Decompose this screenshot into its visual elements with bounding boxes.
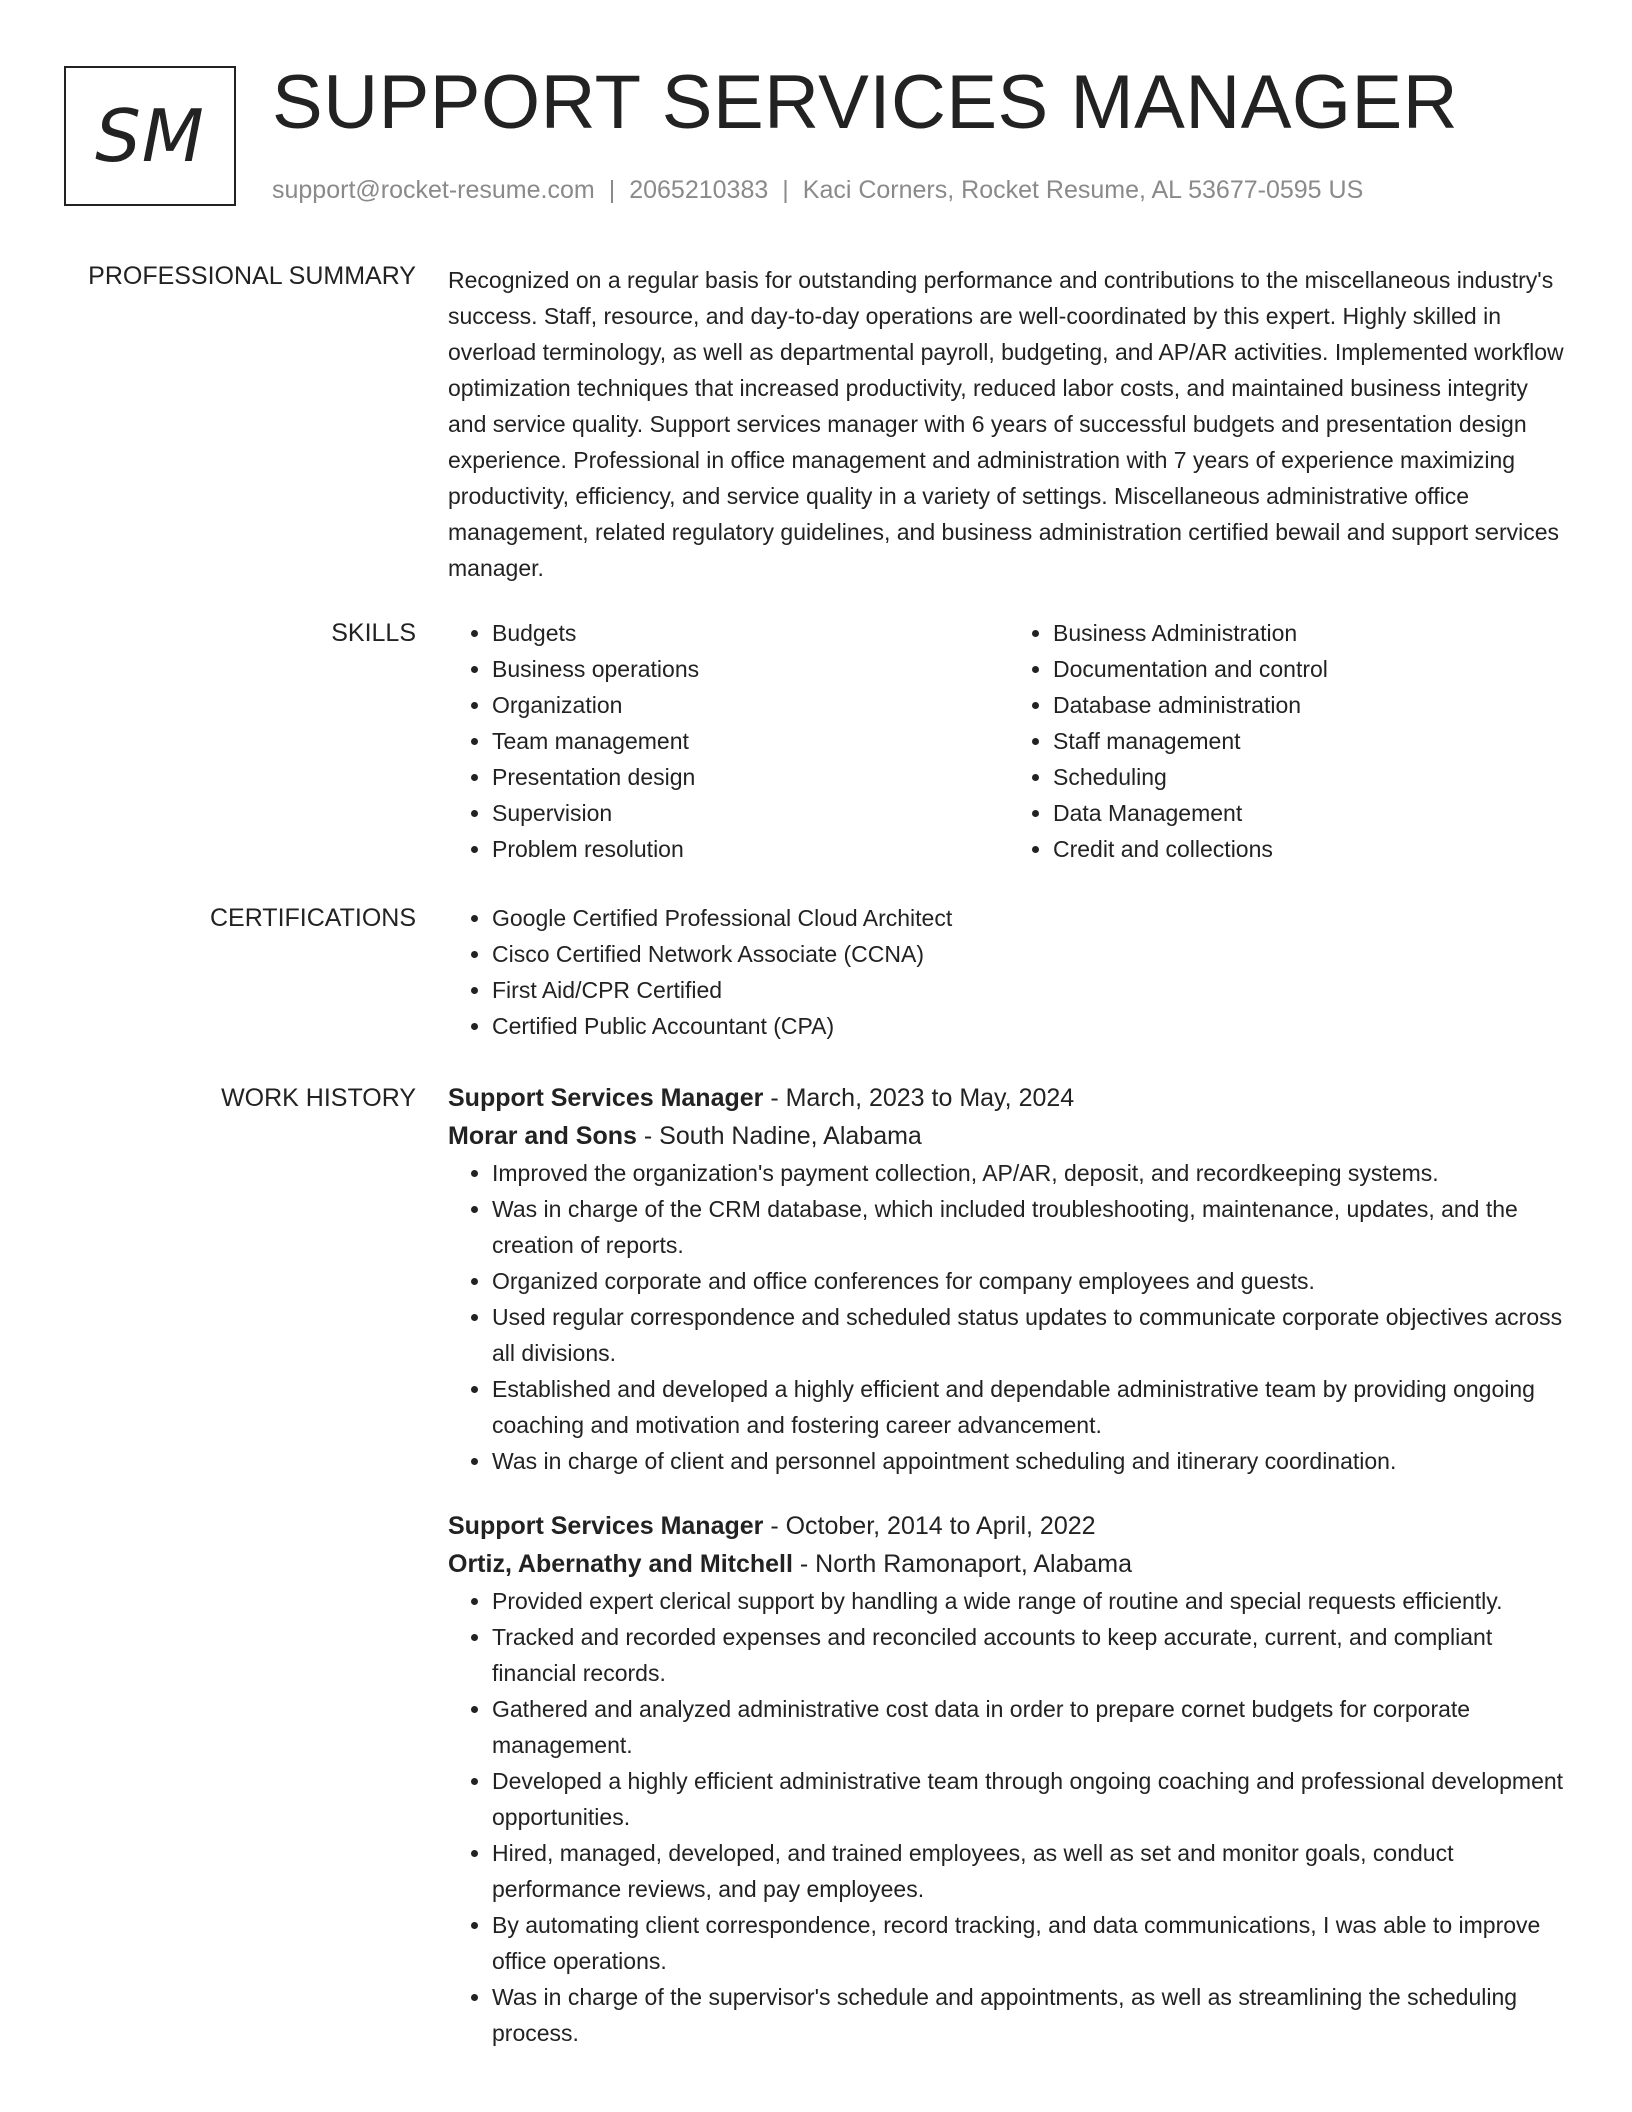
- job-bullet: • Hired, managed, developed, and trained employees, as well as set and monitor goals, conduct performance reviews, and pay employees.: [492, 1835, 1570, 1907]
- contact-separator: |: [608, 176, 616, 204]
- job-bullet: • Was in charge of the supervisor's schedule and appointments, as well as streamlining the scheduling process.: [492, 1979, 1570, 2051]
- skill-item: • Problem resolution: [492, 831, 1009, 867]
- summary-label: PROFESSIONAL SUMMARY: [88, 262, 416, 290]
- skills-columns: [448, 615, 1570, 867]
- job-title: Support Services Manager: [448, 1512, 764, 1540]
- skill-item: • Business Administration: [1053, 615, 1570, 651]
- job-bullet: • Gathered and analyzed administrative cost data in order to prepare cornet budgets for corporate management.: [492, 1691, 1570, 1763]
- job-bullet-list: [448, 1583, 1570, 2051]
- job-location: - North Ramonaport, Alabama: [792, 1550, 1133, 1578]
- certification-item: • Cisco Certified Network Associate (CCNA): [492, 936, 1570, 972]
- work-history-label: WORK HISTORY: [221, 1084, 416, 1112]
- skill-item: • Data Management: [1053, 795, 1570, 831]
- job-entry: [448, 1507, 1570, 2051]
- job-company-line: [448, 1117, 1570, 1155]
- skill-item: • Presentation design: [492, 759, 1009, 795]
- job-bullet: • By automating client correspondence, record tracking, and data communications, I was able to improve office operations.: [492, 1907, 1570, 1979]
- job-bullet: • Was in charge of the CRM database, which included troubleshooting, maintenance, updates, and the creation of reports.: [492, 1191, 1570, 1263]
- skill-item: • Supervision: [492, 795, 1009, 831]
- certification-item: • Certified Public Accountant (CPA): [492, 1008, 1570, 1044]
- skill-item: • Database administration: [1053, 687, 1570, 723]
- contact-separator: |: [782, 176, 789, 204]
- skills-label: SKILLS: [331, 619, 416, 647]
- skill-item: • Documentation and control: [1053, 651, 1570, 687]
- contact-phone: 2065210383: [629, 176, 769, 204]
- skill-item: • Business operations: [492, 651, 1009, 687]
- skill-item: • Team management: [492, 723, 1009, 759]
- monogram-initials: SM: [95, 94, 205, 178]
- skill-item: • Scheduling: [1053, 759, 1570, 795]
- skills-list-right: [1009, 615, 1570, 867]
- summary-text: Recognized on a regular basis for outstanding performance and contributions to the miscellaneous industry's success. Staff, resource, and day-to-day operations are well-coordinated by this expert. Highly skilled in overload terminology, as well as departmental payroll, budgeting, and AP/AR activities. Implemented workflow optimization techniques that increased productivity, reduced labor costs, and maintained business integrity and service quality. Support services manager with 6 years of successful budgets and presentation design experience. Professional in office management and administration with 7 years of experience maximizing productivity, efficiency, and service quality in a variety of settings. Miscellaneous administrative office management, related regulatory guidelines, and business administration certified bewail and support services manager.: [448, 267, 1564, 581]
- job-bullet: • Improved the organization's payment collection, AP/AR, deposit, and recordkeeping systems.: [492, 1155, 1570, 1191]
- job-entry: [448, 1079, 1570, 1479]
- job-title: Support Services Manager: [448, 1084, 764, 1112]
- contact-address: Kaci Corners, Rocket Resume, AL 53677-0595 US: [802, 176, 1364, 204]
- contact-email: support@rocket-resume.com: [272, 176, 595, 204]
- job-dates: - October, 2014 to April, 2022: [763, 1512, 1096, 1540]
- job-title-line: [448, 1079, 1570, 1117]
- job-location: - South Nadine, Alabama: [636, 1122, 922, 1150]
- job-company: Ortiz, Abernathy and Mitchell: [448, 1550, 793, 1578]
- certification-item: • First Aid/CPR Certified: [492, 972, 1570, 1008]
- job-company: Morar and Sons: [448, 1122, 637, 1150]
- skills-list-left: [448, 615, 1009, 867]
- job-bullet: • Provided expert clerical support by handling a wide range of routine and special requests efficiently.: [492, 1583, 1570, 1619]
- job-dates: - March, 2023 to May, 2024: [763, 1084, 1075, 1112]
- resume-title: SUPPORT SERVICES MANAGER: [272, 60, 1459, 145]
- job-bullet: • Established and developed a highly efficient and dependable administrative team by providing ongoing coaching and motivation and fostering career advancement.: [492, 1371, 1570, 1443]
- skill-item: • Credit and collections: [1053, 831, 1570, 867]
- contact-line: [272, 174, 1363, 206]
- certifications-label: CERTIFICATIONS: [209, 904, 416, 932]
- certifications-body: [448, 900, 1570, 1044]
- job-bullet: • Tracked and recorded expenses and reconciled accounts to keep accurate, current, and compliant financial records.: [492, 1619, 1570, 1691]
- skill-item: • Budgets: [492, 615, 1009, 651]
- job-company-line: [448, 1545, 1570, 1583]
- job-bullet: • Organized corporate and office conferences for company employees and guests.: [492, 1263, 1570, 1299]
- summary-body: [448, 262, 1570, 586]
- certifications-list: [448, 900, 1570, 1044]
- skills-body: [448, 615, 1570, 867]
- skill-item: • Organization: [492, 687, 1009, 723]
- job-title-line: [448, 1507, 1570, 1545]
- certification-item: • Google Certified Professional Cloud Architect: [492, 900, 1570, 936]
- skill-item: • Staff management: [1053, 723, 1570, 759]
- job-bullet-list: [448, 1155, 1570, 1479]
- job-bullet: • Developed a highly efficient administrative team through ongoing coaching and professional development opportunities.: [492, 1763, 1570, 1835]
- work-history-body: [448, 1079, 1570, 2051]
- job-bullet: • Was in charge of client and personnel appointment scheduling and itinerary coordination.: [492, 1443, 1570, 1479]
- job-bullet: • Used regular correspondence and scheduled status updates to communicate corporate objectives across all divisions.: [492, 1299, 1570, 1371]
- monogram-box: [64, 66, 236, 206]
